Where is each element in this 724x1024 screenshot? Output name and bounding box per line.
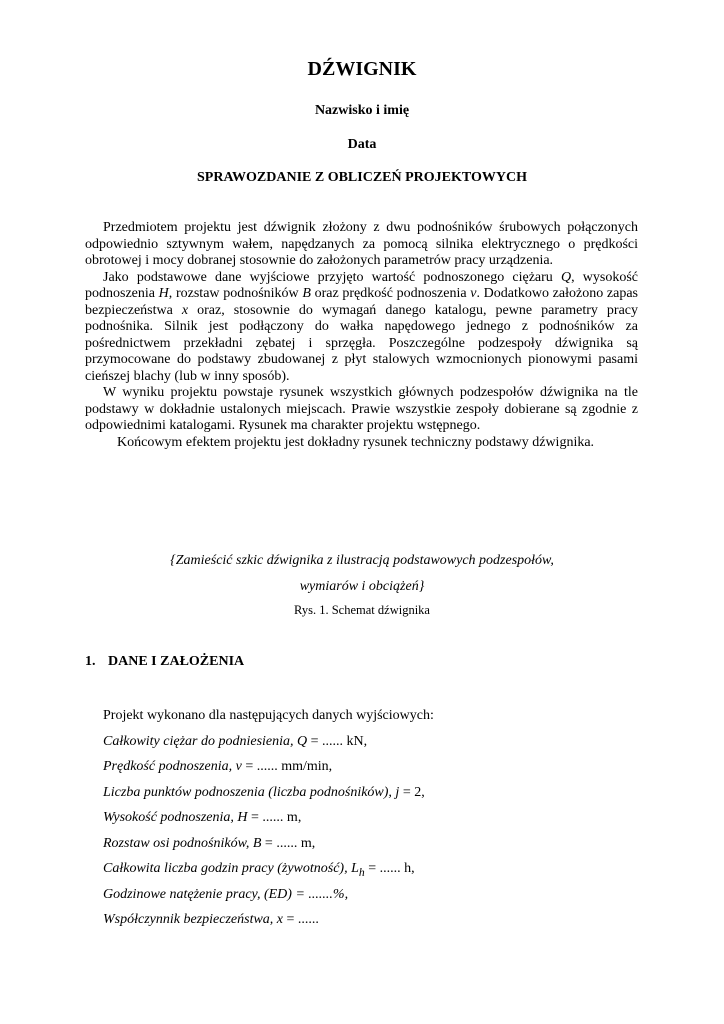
figure-placeholder-line-2: wymiarów i obciążeń} <box>299 579 425 594</box>
figure-placeholder-line-1: {Zamieścić szkic dźwignika z ilustracją podstawowych podzespołów, <box>170 553 554 568</box>
intro-paragraph-4: Końcowym efektem projektu jest dokładny rysunek techniczny podstawy dźwignika. <box>117 434 595 450</box>
section-title: DANE I ZAŁOŻENIA <box>108 654 245 669</box>
param-row: Rozstaw osi podnośników, B = ...... m, <box>103 835 316 851</box>
figure-caption: Rys. 1. Schemat dźwignika <box>294 603 430 617</box>
param-row: Prędkość podnoszenia, v = ...... mm/min, <box>103 759 333 774</box>
param-row: Wysokość podnoszenia, H = ...... m, <box>103 810 302 825</box>
param-row: Całkowity ciężar do podniesienia, Q = ...... kN, <box>103 733 368 749</box>
intro-paragraph-2: Jako podstawowe dane wyjściowe przyjęto wartość podnoszonego ciężaru Q, wysokość podnoszenia H, rozstaw podnośników B oraz prędkość podnoszenia v. Dodatkowo założono zapas bezpieczeństwa x oraz, stosownie do wymagań danego katalogu, pewne parametry pracy podnośnika. Silnik jest podłączony do wałka napędowego jednego z podnośników za pośrednictwem przekładni zębatej i sprzęgła. Poszczególne podzespoły dźwignika są przymocowane do podstawy zbudowanej z płyt stalowych wzmocnionych pionowymi pasami cieńszej blachy (lub w inny sposób). <box>85 269 639 384</box>
param-row: Liczba punktów podnoszenia (liczba podnośników), j = 2, <box>103 784 425 800</box>
param-row: Godzinowe natężenie pracy, (ED) = .......%, <box>103 886 349 902</box>
date-line: Data <box>347 137 377 152</box>
param-row: Współczynnik bezpieczeństwa, x = ...... <box>103 912 319 927</box>
params-intro: Projekt wykonano dla następujących danych wyjściowych: <box>103 708 434 723</box>
intro-text <box>85 220 638 451</box>
document-title: DŹWIGNIK <box>307 58 417 80</box>
input-data-list <box>103 703 434 933</box>
intro-paragraph-3: W wyniku projektu powstaje rysunek wszystkich głównych podzespołów dźwignika na tle podstawy w dokładnie ustalonych miejscach. Prawie wszystkie zespoły dobierane są zgodnie z odpowiednimi katalogami. Rysunek ma charakter projektu wstępnego. <box>85 385 638 433</box>
section-heading <box>85 654 244 670</box>
author-name-line: Nazwisko i imię <box>314 103 410 118</box>
param-row: Całkowita liczba godzin pracy (żywotność), $L_h$ = ...... h, <box>103 861 415 879</box>
section-number: 1. <box>85 654 96 669</box>
intro-paragraph-1: Przedmiotem projektu jest dźwignik złożony z dwu podnośników śrubowych połączonych odpowiednio sztywnym wałem, napędzanych za pomocą silnika elektrycznego o prędkości obrotowej i mocy dobranej stosownie do założonych parametrów pracy urządzenia. <box>85 220 638 268</box>
report-title: SPRAWOZDANIE Z OBLICZEŃ PROJEKTOWYCH <box>197 170 527 185</box>
